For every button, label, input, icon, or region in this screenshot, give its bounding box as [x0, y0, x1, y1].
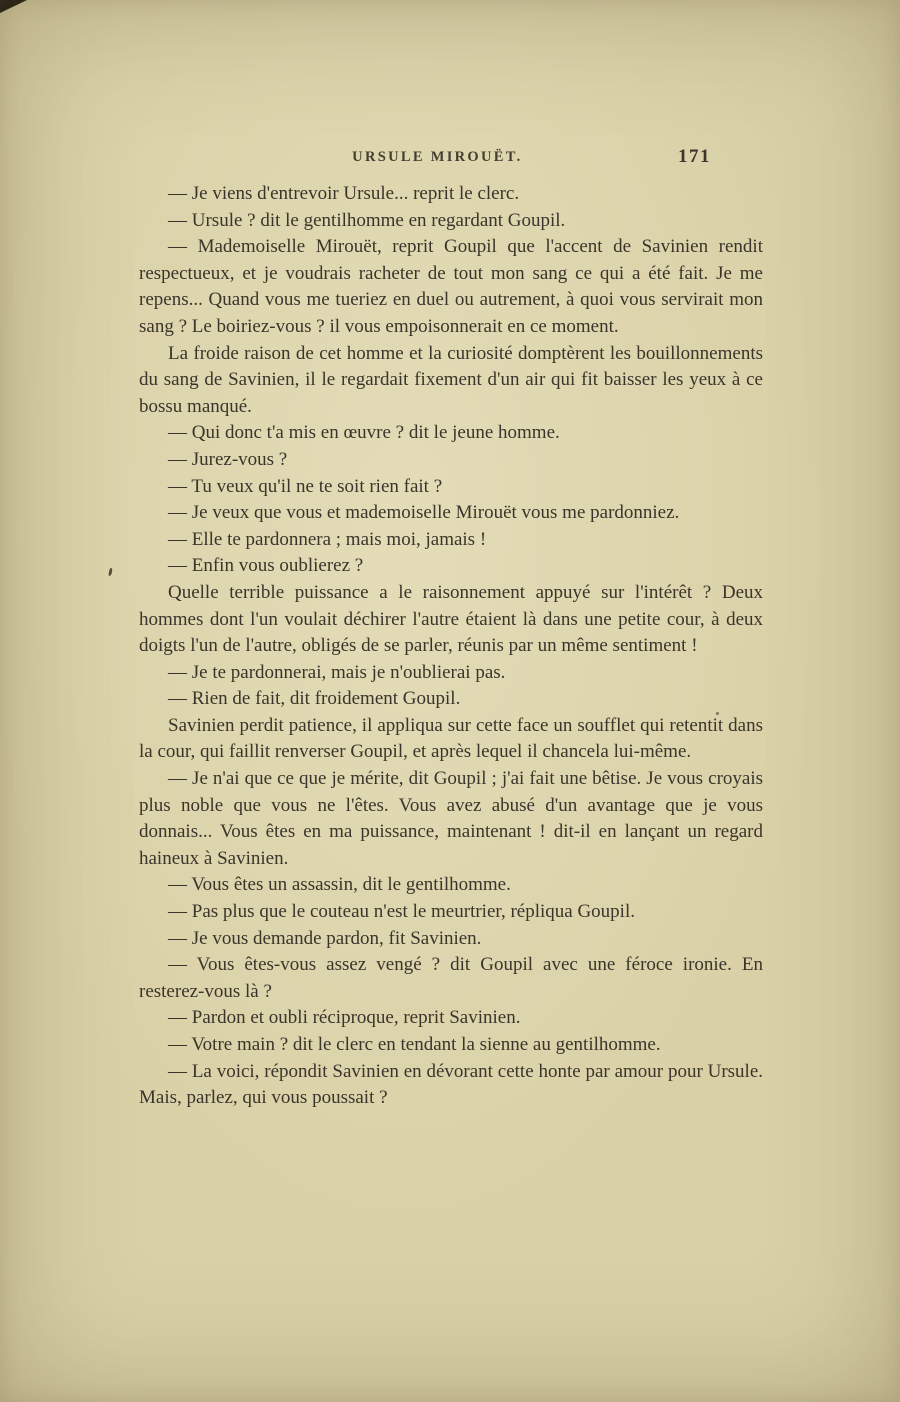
- paragraph: — Pardon et oubli réciproque, reprit Savinien.: [168, 1007, 521, 1029]
- paragraph: — Vous êtes-vous assez vengé ? dit Goupil avec une féroce ironie. En resterez-vous là ?: [139, 954, 763, 1002]
- paragraph: — Jurez-vous ?: [168, 448, 288, 470]
- paragraph: — Je veux que vous et mademoiselle Mirouët vous me pardonniez.: [168, 502, 680, 524]
- paragraph: — Votre main ? dit le clerc en tendant la sienne au gentilhomme.: [168, 1034, 661, 1055]
- paragraph: Savinien perdit patience, il appliqua sur cette face un soufflet qui retentit dans la cour, qui faillit renverser Goupil, et après lequel il chancela lui-même.: [139, 714, 763, 763]
- paragraph: — Elle te pardonnera ; mais moi, jamais !: [168, 528, 487, 550]
- paragraph: La froide raison de cet homme et la curiosité domptèrent les bouillonnements du sang de Savinien, il le regardait fixement d'un air qui fit baisser les yeux à ce bossu manqué.: [139, 342, 763, 417]
- scan-speck: [108, 568, 113, 576]
- page-content-block: [139, 146, 763, 1112]
- paragraph: — La voici, répondit Savinien en dévorant cette honte par amour pour Ursule. Mais, parlez, qui vous poussait ?: [139, 1060, 763, 1109]
- paragraph: — Ursule ? dit le gentilhomme en regardant Goupil.: [168, 209, 566, 231]
- paragraph: — Je vous demande pardon, fit Savinien.: [168, 927, 482, 949]
- scan-corner-artifact: [0, 0, 27, 13]
- paragraph: — Je te pardonnerai, mais je n'oublierai pas.: [168, 661, 506, 683]
- running-head-title: URSULE MIROUËT.: [352, 149, 523, 165]
- paragraph: — Je n'ai que ce que je mérite, dit Goupil ; j'ai fait une bêtise. Je vous croyais plus noble que vous ne l'êtes. Vous avez abusé d'un avantage que je vous donnais... Vous êtes en ma puissance, maintenant ! dit-il en lançant un regard haineux à Savinien.: [139, 768, 763, 869]
- paragraph: — Vous êtes un assassin, dit le gentilhomme.: [168, 874, 511, 896]
- paragraph: — Je viens d'entrevoir Ursule... reprit le clerc.: [168, 183, 520, 204]
- paragraph: — Qui donc t'a mis en œuvre ? dit le jeune homme.: [168, 422, 560, 444]
- paragraph: — Enfin vous oublierez ?: [168, 555, 364, 577]
- paragraph: — Mademoiselle Mirouët, reprit Goupil que l'accent de Savinien rendit respectueux, et je voudrais racheter de tout mon sang ce qui a été fait. Je me repens... Quand vous me tueriez en duel ou autrement, à quoi vous servirait mon sang ? Le boiriez-vous ? il vous empoisonnerait en ce moment.: [139, 236, 763, 337]
- page-number: 171: [678, 146, 711, 167]
- paragraph: — Rien de fait, dit froidement Goupil.: [168, 688, 461, 710]
- paragraph: — Tu veux qu'il ne te soit rien fait ?: [168, 475, 443, 497]
- paragraph: — Pas plus que le couteau n'est le meurtrier, répliqua Goupil.: [168, 901, 635, 923]
- paragraph: Quelle terrible puissance a le raisonnement appuyé sur l'intérêt ? Deux hommes dont l'un voulait déchirer l'autre étaient là dans une petite cour, à deux doigts l'un de l'autre, obligés de se parler, réunis par un même sentiment !: [139, 581, 763, 657]
- page-text: [139, 181, 763, 1112]
- page-header: [139, 146, 763, 168]
